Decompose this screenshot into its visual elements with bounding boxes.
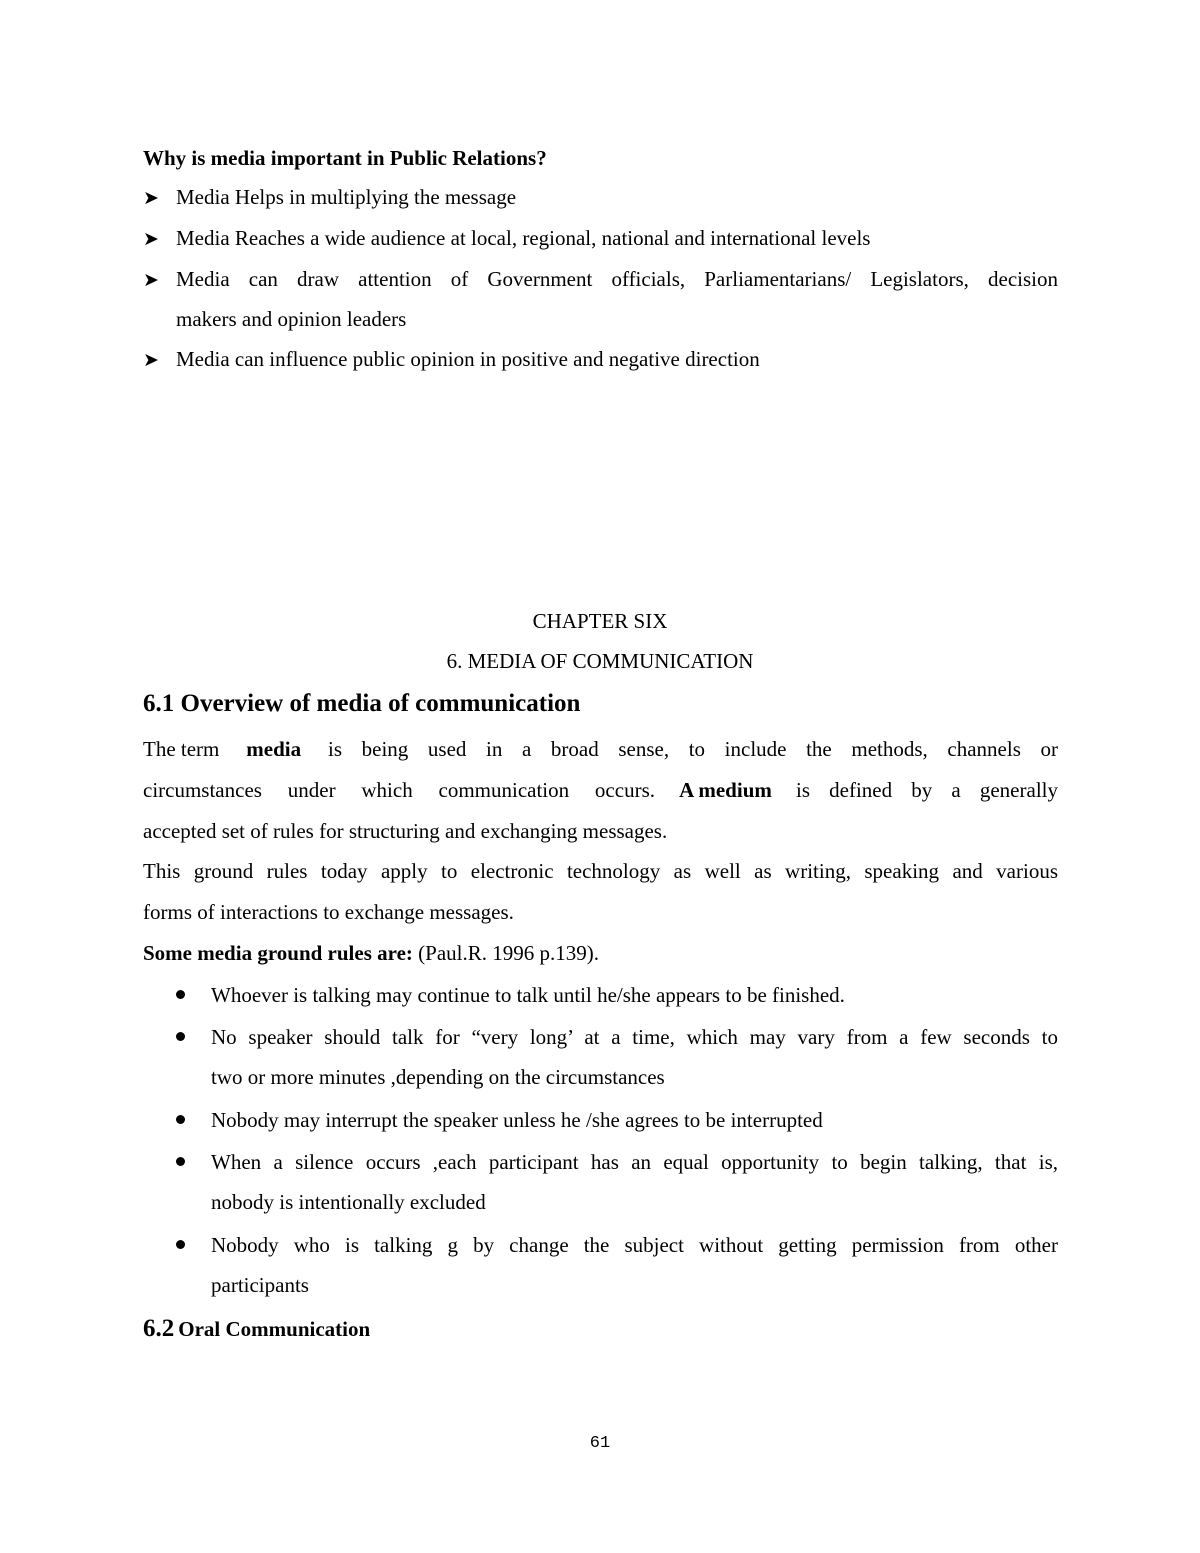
rule-item-continuation: participants <box>211 1273 309 1297</box>
round-bullet-icon <box>176 990 185 999</box>
section-number: 6.2 <box>143 1315 175 1342</box>
rule-item: Nobody may interrupt the speaker unless he /she agrees to be interrupted <box>211 1108 823 1132</box>
page-number: 61 <box>589 1434 611 1453</box>
round-bullet-icon <box>176 1240 185 1249</box>
section-6-1-heading: 6.1 Overview of media of communication <box>143 690 581 717</box>
text-run: is being used in a broad sense, to include the methods, channels or <box>328 737 1058 761</box>
media-point-continuation: makers and opinion leaders <box>176 307 407 331</box>
rule-item-continuation: two or more minutes ,depending on the circumstances <box>211 1065 665 1089</box>
rule-item: No speaker should talk for “very long’ at a time, which may vary from a few seconds to <box>211 1025 1058 1049</box>
citation: (Paul.R. 1996 p.139). <box>418 941 599 965</box>
arrowhead-bullet-icon: ➤ <box>143 187 159 209</box>
chapter-label: CHAPTER SIX <box>532 609 668 633</box>
paragraph-line: forms of interactions to exchange messages. <box>143 900 514 924</box>
media-point: Media can influence public opinion in positive and negative direction <box>176 347 760 371</box>
paragraph-line: accepted set of rules for structuring and exchanging messages. <box>143 819 668 843</box>
rule-item: Whoever is talking may continue to talk until he/she appears to be finished. <box>211 983 845 1007</box>
arrowhead-bullet-icon: ➤ <box>143 349 159 371</box>
round-bullet-icon <box>176 1115 185 1124</box>
text-run: The term <box>143 737 220 761</box>
media-importance-heading: Why is media important in Public Relations? <box>143 146 547 170</box>
paragraph-line <box>143 736 1058 762</box>
text-run: circumstances under which communication occurs. <box>143 778 655 802</box>
media-point: Media can draw attention of Government officials, Parliamentarians/ Legislators, decision <box>176 267 1058 291</box>
paragraph-line: This ground rules today apply to electronic technology as well as writing, speaking and various <box>143 859 1058 883</box>
rules-intro-label: Some media ground rules are: <box>143 941 413 965</box>
rule-item: Nobody who is talking g by change the subject without getting permission from other <box>211 1233 1058 1257</box>
rules-intro <box>143 940 599 966</box>
arrowhead-bullet-icon: ➤ <box>143 269 159 291</box>
section-6-2-heading <box>143 1314 370 1347</box>
arrowhead-bullet-icon: ➤ <box>143 228 159 250</box>
round-bullet-icon <box>176 1032 185 1041</box>
round-bullet-icon <box>176 1157 185 1166</box>
media-point: Media Helps in multiplying the message <box>176 185 517 209</box>
paragraph-line <box>143 777 1058 803</box>
bold-term-media: media <box>246 737 302 761</box>
chapter-title: 6. MEDIA OF COMMUNICATION <box>446 649 754 673</box>
rule-item-continuation: nobody is intentionally excluded <box>211 1190 486 1214</box>
text-run: is defined by a generally <box>795 778 1058 802</box>
rule-item: When a silence occurs ,each participant has an equal opportunity to begin talking, that is, <box>211 1150 1058 1174</box>
bold-term-a-medium: A medium <box>679 778 772 802</box>
section-title: Oral Communication <box>178 1317 371 1341</box>
media-point: Media Reaches a wide audience at local, regional, national and international levels <box>176 226 871 250</box>
